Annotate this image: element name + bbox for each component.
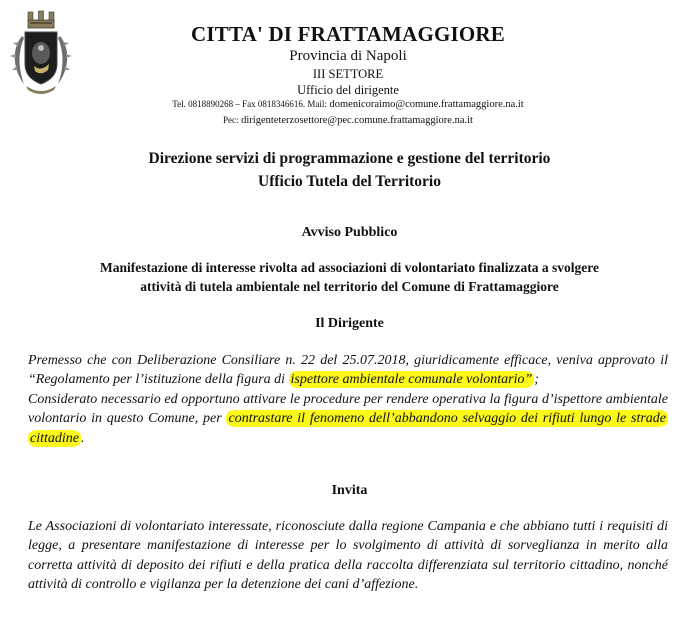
tel-fax-label: Tel. 0818890268 – Fax 0818346616. Mail: xyxy=(172,99,327,109)
crown-icon xyxy=(28,11,54,28)
premise-text-4: . xyxy=(81,430,85,446)
contact-line xyxy=(110,99,586,110)
pec-line xyxy=(110,115,586,126)
subject-line-2: attività di tutela ambientale nel territorio del Comune di Frattamaggiore xyxy=(140,279,559,294)
pec-address: dirigenteterzosettore@pec.comune.frattamaggiore.na.it xyxy=(241,115,473,126)
office-heading: Ufficio Tutela del Territorio xyxy=(258,173,441,190)
province-name: Provincia di Napoli xyxy=(289,48,407,64)
premise-text-2: ; xyxy=(534,372,539,388)
notice-title: Avviso Pubblico xyxy=(301,225,398,240)
premise-paragraph xyxy=(28,351,668,448)
highlighted-phrase-1: ispettore ambientale comunale volontario” xyxy=(290,372,533,388)
city-name-title: CITTA' DI FRATTAMAGGIORE xyxy=(191,22,505,46)
city-coat-of-arms-icon xyxy=(8,6,74,98)
pec-label: Pec: xyxy=(223,115,239,125)
subject-line-1: Manifestazione di interesse rivolta ad associazioni di volontariato finalizzata a svolgere xyxy=(100,260,599,275)
email-address: domenicoraimo@comune.frattamaggiore.na.it xyxy=(329,99,524,110)
premise-text-3: Considerato necessario ed opportuno attivare le procedure per rendere operativa la figura d’ispettore ambientale volontario in questo Comune, per xyxy=(28,391,668,427)
invites-heading: Invita xyxy=(331,483,368,498)
sector-name: III SETTORE xyxy=(312,67,384,81)
premise-text-1: Premesso che con Deliberazione Consiliare n. 22 del 25.07.2018, giuridicamente efficace, veniva approvato il “Regolamento per l’istituzione della figura di xyxy=(28,353,668,388)
office-name: Ufficio del dirigente xyxy=(297,83,399,97)
department-heading: Direzione servizi di programmazione e gestione del territorio xyxy=(148,150,551,167)
issuer-heading: Il Dirigente xyxy=(315,316,384,331)
highlighted-phrase-2: contrastare il fenomeno dell’abbandono selvaggio dei rifiuti lungo le strade cittadine xyxy=(30,411,666,446)
invitation-paragraph: Le Associazioni di volontariato interessate, riconosciute dalla regione Campania e che abbiano tutti i requisiti di legge, a presentare manifestazione di interesse per lo svolgimento di attività di sorveglianza in merito alla corretta attività di deposito dei rifiuti e della pratica della raccolta differenziata sul territorio cittadino, nonché attività di controllo e vigilanza per la detenzione dei cani d’affezione. xyxy=(28,519,668,593)
